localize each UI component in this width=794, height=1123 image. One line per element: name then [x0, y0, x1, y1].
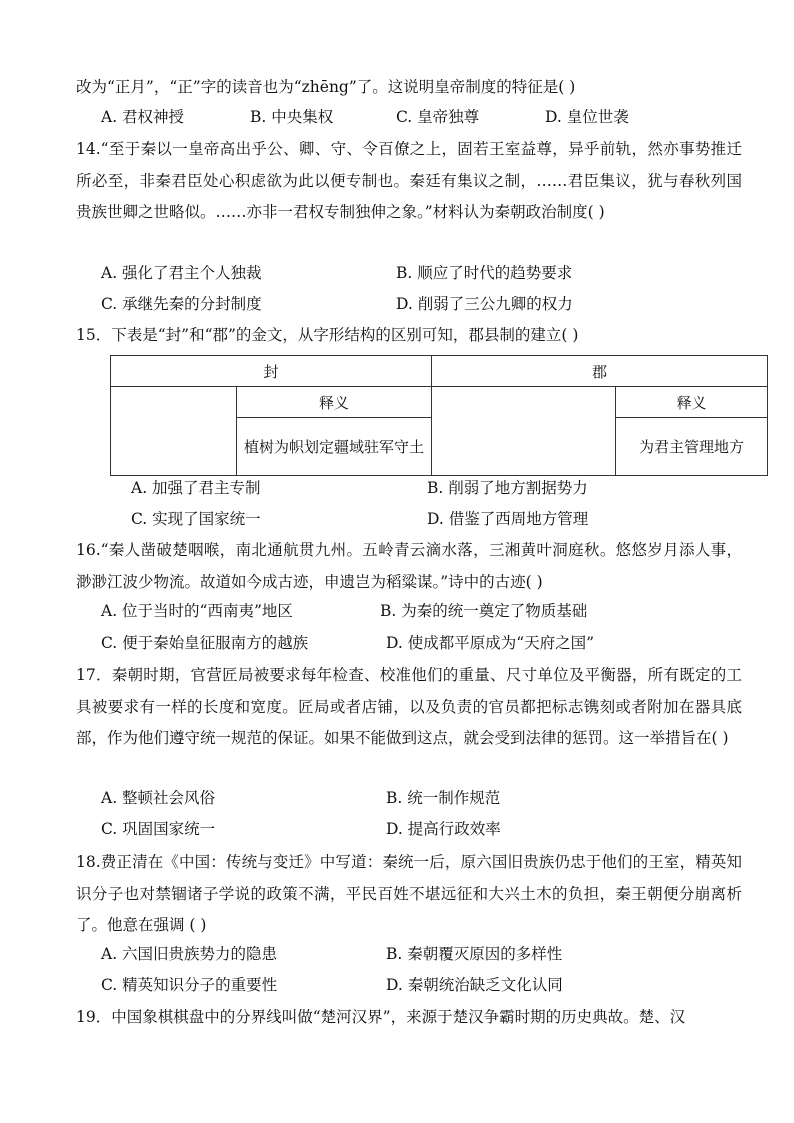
- jun-glyph-cell: [432, 387, 616, 476]
- q14-stem: 14.“至于秦以一皇帝高出乎公、卿、守、令百僚之上，固若王室益尊，异乎前轨，然亦事势推迁所必至，非秦君臣处心积虑欲为此以便专制也。秦廷有集议之制，……君臣集议，犹与春秋列国贵族世卿之世略似。……亦非一君权专制独伸之象。”材料认为秦朝政治制度( ): [76, 140, 742, 221]
- q16-option-d: D. 使成都平原成为“天府之国”: [386, 634, 595, 652]
- q17-option-a: A. 整顿社会风俗: [101, 789, 216, 807]
- q15-option-a: A. 加强了君主专制: [131, 479, 261, 497]
- q18-option-a: A. 六国旧贵族势力的隐患: [101, 945, 278, 963]
- q18-option-b: B. 秦朝覆灭原因的多样性: [386, 945, 563, 963]
- q15-option-b: B. 削弱了地方割据势力: [427, 479, 588, 497]
- q13-stem-tail: 改为“正月”，“正”字的读音也为“zhēng”了。这说明皇帝制度的特征是( ): [76, 78, 576, 96]
- table-header-jun: 郡: [432, 356, 768, 387]
- q14-option-c: C. 承继先秦的分封制度: [101, 295, 262, 313]
- q13-option-c: C. 皇帝独尊: [396, 108, 480, 126]
- q17-option-c: C. 巩固国家统一: [101, 820, 216, 838]
- feng-meaning-label: 释义: [237, 387, 432, 418]
- q16-option-a: A. 位于当时的“西南夷”地区: [101, 602, 293, 620]
- q19-stem: 19．中国象棋棋盘中的分界线叫做“楚河汉界”，来源于楚汉争霸时期的历史典故。楚、汉: [76, 1008, 686, 1026]
- feng-glyph-cell: [111, 387, 237, 476]
- q14-option-b: B. 顺应了时代的趋势要求: [396, 264, 573, 282]
- q17-option-d: D. 提高行政效率: [386, 820, 501, 838]
- q18-stem: 18.费正清在《中国：传统与变迁》中写道：秦统一后，原六国旧贵族仍忠于他们的王室，精英知识分子也对禁锢诸子学说的政策不满，平民百姓不堪远征和大兴土木的负担，秦王朝便分崩离析了。他意在强调 ( ): [76, 853, 742, 934]
- table-header-feng: 封: [111, 356, 432, 387]
- feng-meaning: 植树为帜划定疆域驻军守土: [237, 418, 432, 476]
- q16-option-b: B. 为秦的统一奠定了物质基础: [380, 602, 588, 620]
- q17-option-b: B. 统一制作规范: [386, 789, 501, 807]
- q16-stem: 16.“秦人凿破楚咽喉，南北通航贯九州。五岭青云滴水落，三湘黄叶洞庭秋。悠悠岁月添人事，渺渺江波少物流。故道如今成古迹，申遗岂为稻粱谋。”诗中的古迹( ): [76, 541, 742, 591]
- q13-option-b: B. 中央集权: [250, 108, 334, 126]
- q16-option-c: C. 便于秦始皇征服南方的越族: [101, 634, 309, 652]
- jinwen-table: [110, 355, 768, 476]
- q13-option-d: D. 皇位世袭: [545, 108, 629, 126]
- q13-option-a: A. 君权神授: [101, 108, 185, 126]
- q14-option-d: D. 削弱了三公九卿的权力: [396, 295, 573, 313]
- q18-option-c: C. 精英知识分子的重要性: [101, 976, 278, 994]
- q14-option-a: A. 强化了君主个人独裁: [101, 264, 262, 282]
- q17-stem: 17．秦朝时期，官营匠局被要求每年检查、校准他们的重量、尺寸单位及平衡器，所有既定的工具被要求有一样的长度和宽度。匠局或者店铺，以及负责的官员都把标志镌刻或者附加在器具底部，作为他们遵守统一规范的保证。如果不能做到这点，就会受到法律的惩罚。这一举措旨在( ): [76, 666, 742, 747]
- q15-option-d: D. 借鉴了西周地方管理: [427, 510, 589, 528]
- jun-meaning: 为君主管理地方: [616, 418, 768, 476]
- q15-option-c: C. 实现了国家统一: [131, 510, 261, 528]
- jun-meaning-label: 释义: [616, 387, 768, 418]
- q18-option-d: D. 秦朝统治缺乏文化认同: [386, 976, 563, 994]
- q15-stem: 15．下表是“封”和“郡”的金文，从字形结构的区别可知，郡县制的建立( ): [76, 326, 579, 344]
